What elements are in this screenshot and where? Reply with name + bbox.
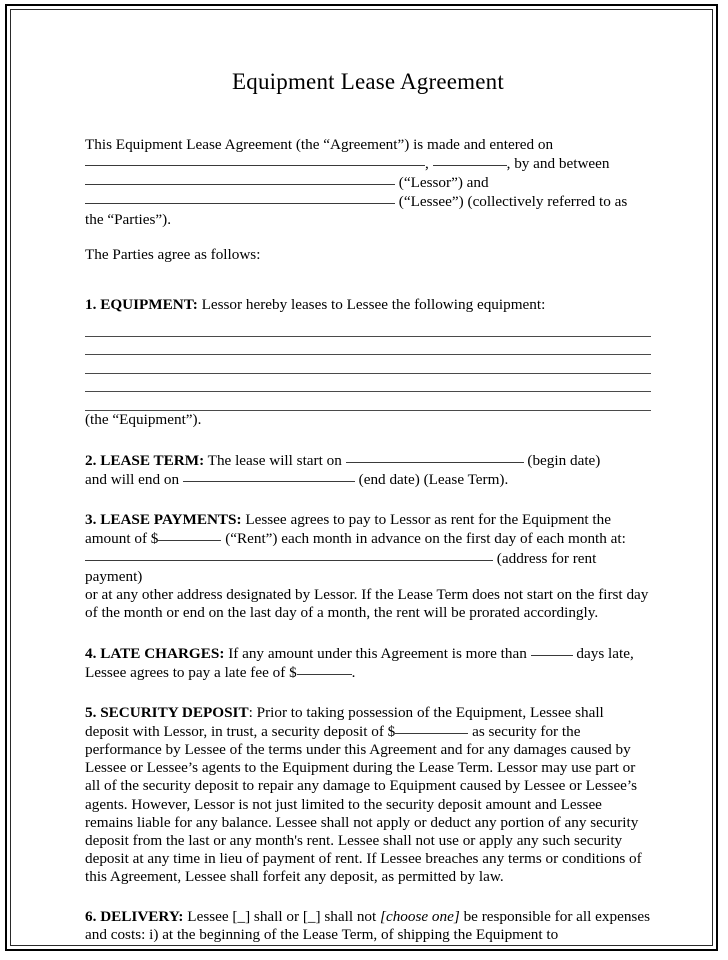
- equipment-description-blanks: [85, 314, 651, 411]
- section-5-security-deposit: [85, 704, 651, 886]
- section-6-text-a[interactable]: Lessee [_] shall or [_] shall not: [187, 908, 377, 925]
- section-2-begin-label: (begin date): [527, 452, 601, 470]
- spacer: [85, 489, 651, 511]
- section-4-number: 4.: [85, 644, 97, 662]
- section-4-text-a: If any amount under this Agreement is more than: [228, 644, 527, 662]
- section-3-text-b: (“Rent”) each month in advance on the first day of each month at:: [225, 530, 626, 548]
- section-3-text-d: or at any other address designated by Lessor. If the Lease Term does not start on the first day of the month or end on the last day of a month, the rent will be prorated accordingly.: [85, 585, 649, 621]
- equipment-blank-line[interactable]: [85, 392, 651, 411]
- section-5-heading-punct: :: [248, 704, 253, 722]
- lessee-label: (“Lessee”) (collectively referred to as: [398, 193, 628, 211]
- begin-date-blank-field[interactable]: [346, 451, 524, 463]
- intro-comma-1: ,: [425, 155, 433, 173]
- section-3-heading: LEASE PAYMENTS:: [100, 511, 242, 529]
- section-5-text-b: as security for the performance by Lessee of the terms under this Agreement and for any damages caused by Lessee or Lessee’s agents to the Equipment during the Lease Term. Lessor may use part or all of the security deposit to repair any damage to Equipment caused by Lessee or Lessee’s agents. However, Lessor is not just limited to the security deposit amount and Lessee remains liable for any balance. Lessee shall not apply or deduct any portion of any security deposit from the last or any month's rent. Lessee shall not use or apply any such security deposit at any time in lieu of payment of rent. If Lessee breaches any terms or conditions of this Agreement, Lessee shall forfeit any deposit, as permitted by law.: [85, 723, 642, 885]
- agree-line: The Parties agree as follows:: [85, 246, 261, 264]
- section-3-text-a: Lessee agrees to pay to Lessor as rent for the Equipment the amount of $: [85, 511, 611, 548]
- section-1-heading: EQUIPMENT:: [100, 295, 198, 313]
- section-2-text-c: and will end on: [85, 471, 180, 489]
- section-6-heading: DELIVERY:: [100, 908, 184, 925]
- spacer: [85, 229, 651, 246]
- intro-line-5: the “Parties”).: [85, 211, 172, 229]
- section-1-equipment: [85, 296, 651, 314]
- equipment-blank-line[interactable]: [85, 337, 651, 356]
- spacer: [85, 265, 651, 296]
- section-4-text-c: .: [351, 663, 356, 681]
- end-date-blank-field[interactable]: [183, 470, 355, 482]
- page-border-frame: [5, 4, 718, 951]
- section-2-heading: LEASE TERM:: [100, 452, 205, 470]
- section-5-text-a: Prior to taking possession of the Equipment, Lessee shall deposit with Lessor, in trust, a security deposit of $: [85, 704, 604, 741]
- section-4-late-charges: [85, 644, 651, 682]
- section-1-lead: Lessor hereby leases to Lessee the following equipment:: [201, 295, 546, 313]
- rent-address-blank-field[interactable]: [85, 549, 493, 561]
- spacer: [85, 886, 651, 908]
- section-2-number: 2.: [85, 452, 97, 470]
- section-1-number: 1.: [85, 295, 97, 313]
- year-blank-field[interactable]: [433, 154, 507, 166]
- section-6-delivery: [85, 908, 651, 944]
- section-5-heading: SECURITY DEPOSIT: [100, 704, 249, 722]
- intro-paragraph: [85, 136, 651, 229]
- section-3-address-label: (address for rent payment): [85, 549, 597, 585]
- lessor-label: (“Lessor”) and: [398, 174, 489, 192]
- late-days-blank-field[interactable]: [531, 644, 573, 656]
- section-4-text-b: days late, Lessee agrees to pay a late fee of $: [85, 644, 634, 681]
- equipment-blank-line[interactable]: [85, 314, 651, 337]
- choose-one-instruction: [choose one]: [380, 908, 460, 925]
- intro-line-2-tail: , by and between: [506, 155, 610, 173]
- section-2-text-a: The lease will start on: [207, 452, 342, 470]
- lessor-name-blank-field[interactable]: [85, 173, 395, 185]
- equipment-blank-line[interactable]: [85, 374, 651, 393]
- section-5-number: 5.: [85, 704, 97, 722]
- section-6-number: 6.: [85, 908, 97, 925]
- spacer: [85, 429, 651, 451]
- section-3-number: 3.: [85, 511, 97, 529]
- lessee-name-blank-field[interactable]: [85, 192, 395, 204]
- spacer: [85, 622, 651, 644]
- equipment-closing: (the “Equipment”).: [85, 411, 202, 429]
- document-body: [85, 6, 651, 949]
- section-6-text-b: be responsible for all expenses and costs: i) at the beginning of the Lease Term, of shipping the Equipment to: [85, 908, 650, 944]
- section-2-end-label: (end date) (Lease Term).: [358, 471, 509, 489]
- spacer: [85, 682, 651, 704]
- rent-amount-blank-field[interactable]: [158, 529, 221, 541]
- date-blank-field[interactable]: [85, 154, 425, 166]
- intro-line-1: This Equipment Lease Agreement (the “Agreement”) is made and entered on: [85, 136, 554, 153]
- late-fee-blank-field[interactable]: [297, 663, 352, 675]
- section-3-lease-payments: [85, 511, 651, 622]
- equipment-blank-line[interactable]: [85, 355, 651, 374]
- section-4-heading: LATE CHARGES:: [100, 644, 225, 662]
- page-title: Equipment Lease Agreement: [232, 69, 504, 94]
- security-deposit-blank-field[interactable]: [395, 722, 468, 734]
- spacer: [85, 96, 651, 136]
- section-2-lease-term: [85, 451, 651, 489]
